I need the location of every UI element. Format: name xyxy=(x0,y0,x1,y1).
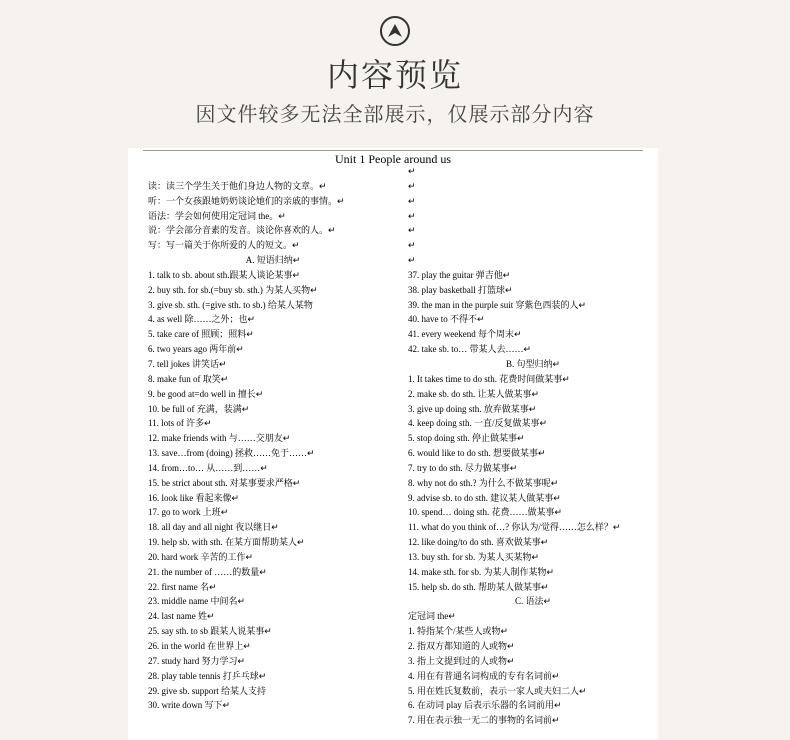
document-line: 4. 用在有普通名词构成的专有名词前↵ xyxy=(408,670,560,681)
document-line: 3. 指上文提到过的人或物↵ xyxy=(408,655,515,666)
left-column xyxy=(148,164,398,713)
document-line: 23. middle name 中间名↵ xyxy=(148,596,246,607)
document-line: 15. be strict about sth. 对某事要求严格↵ xyxy=(148,477,301,488)
page-subtitle: 因文件较多无法全部展示，仅展示部分内容 xyxy=(195,102,595,126)
document-line: 20. hard work 辛苦的工作↵ xyxy=(148,551,254,562)
document-line: 5. 用在姓氏复数前，表示一家人或夫妇二人↵ xyxy=(408,685,587,696)
document-line: 1. talk to sb. about sth.跟某人谈论某事↵ xyxy=(148,269,301,280)
document-line: 11. lots of 许多↵ xyxy=(148,418,212,429)
document-line: B. 句型归纳↵ xyxy=(505,358,561,369)
document-line: 7. tell jokes 讲笑话↵ xyxy=(148,358,227,369)
document-line: 4. as well 除……之外；也↵ xyxy=(148,314,256,325)
preview-header xyxy=(0,0,790,145)
document-line: ↵ xyxy=(408,195,416,206)
document-line: 12. make friends with 与……交朋友↵ xyxy=(148,433,291,444)
document-line: 28. play table tennis 打乒乓球↵ xyxy=(148,670,267,681)
document-line: ↵ xyxy=(408,225,416,236)
document-line: 12. like doing/to do sth. 喜欢做某事↵ xyxy=(408,537,549,548)
document-line: 22. first name 名↵ xyxy=(148,581,217,592)
document-line: 听：一个女孩跟她奶奶谈论她们的亲戚的事情。↵ xyxy=(148,195,345,206)
document-title: Unit 1 People around us xyxy=(335,152,451,166)
document-line: 读：读三个学生关于他们身边人物的文章。↵ xyxy=(148,180,327,191)
document-line: 1. 特指某个/某些人或物↵ xyxy=(408,626,509,637)
document-line: 16. look like 看起来像↵ xyxy=(148,492,240,503)
document-line: 14. make sth. for sb. 为某人制作某物↵ xyxy=(408,566,555,577)
document-line: 说：学会部分音素的发音。谈论你喜欢的人。↵ xyxy=(148,225,336,236)
right-column xyxy=(408,164,658,728)
document-line: 写：写一篇关于你所爱的人的短文。↵ xyxy=(148,240,300,251)
document-line: 8. why not do sth.? 为什么不做某事呢↵ xyxy=(408,477,559,488)
document-line: 9. be good at=do well in 擅长↵ xyxy=(148,388,264,399)
document-line: 27. study hard 努力学习↵ xyxy=(148,655,246,666)
document-line: ↵ xyxy=(408,166,416,176)
document-line: 5. stop doing sth. 停止做某事↵ xyxy=(408,433,525,444)
document-line: 11. what do you think of…? 你认为/觉得……怎么样？↵ xyxy=(408,522,621,533)
document-line: 7. try to do sth. 尽力做某事↵ xyxy=(408,462,518,473)
document-line xyxy=(148,164,398,179)
page-title: 内容预览 xyxy=(326,56,463,94)
document-line: ↵ xyxy=(408,240,416,251)
page-top-rule xyxy=(143,150,643,151)
document-line: 42. take sb. to… 带某人去……↵ xyxy=(408,344,532,355)
document-line: 13. save…from (doing) 拯救……免于……↵ xyxy=(148,448,315,459)
document-line: ↵ xyxy=(408,255,416,266)
document-line: 14. from…to… 从……到……↵ xyxy=(148,462,268,473)
document-line: 2. buy sth. for sb.(=buy sb. sth.) 为某人买物↵ xyxy=(148,284,318,295)
document-line: 10. be full of 充满，装满↵ xyxy=(148,403,250,414)
document-line: 2. 指双方都知道的人或物↵ xyxy=(408,641,515,651)
document-line: 17. go to work 上班↵ xyxy=(148,507,229,518)
document-line: 41. every weekend 每个周末↵ xyxy=(408,329,522,340)
document-line: ↵ xyxy=(408,210,416,221)
document-line: 24. last name 姓↵ xyxy=(148,611,215,622)
document-line: 26. in the world 在世界上↵ xyxy=(148,641,251,651)
document-line: 1. It takes time to do sth. 花费时间做某事↵ xyxy=(408,373,570,384)
document-line: 40. have to 不得不↵ xyxy=(408,314,485,325)
document-line: 21. the number of ……的数量↵ xyxy=(148,566,267,577)
document-line: 6. would like to do sth. 想要做某事↵ xyxy=(408,448,546,459)
document-line: 3. give up doing sth. 放弃做某事↵ xyxy=(408,403,537,414)
document-line: 25. say sth. to sb 跟某人说某事↵ xyxy=(148,626,272,637)
document-line: 6. 在动词 play 后表示乐器的名词前用↵ xyxy=(408,700,562,711)
document-line: 2. make sb. do sth. 让某人做某事↵ xyxy=(408,388,540,399)
document-preview xyxy=(128,148,658,740)
document-line: 3. give sb. sth. (=give sth. to sb.) 给某人某物 xyxy=(148,299,313,310)
document-line: 18. all day and all night 夜以继日↵ xyxy=(148,522,279,533)
document-line: A. 短语归纳↵ xyxy=(245,255,301,266)
document-line: 13. buy sth. for sb. 为某人买某物↵ xyxy=(408,551,540,562)
document-line: 38. play basketball 打篮球↵ xyxy=(408,284,513,295)
document-line: 4. keep doing sth. 一直/反复做某事↵ xyxy=(408,418,548,429)
document-line: 10. spend… doing sth. 花费……做某事↵ xyxy=(408,507,563,518)
document-line: 39. the man in the purple suit 穿紫色西装的人↵ xyxy=(408,299,587,310)
document-line: 30. write down 写下↵ xyxy=(148,700,231,711)
document-line: 8. make fun of 取笑↵ xyxy=(148,373,229,384)
document-line: 19. help sb. with sth. 在某方面帮助某人↵ xyxy=(148,537,305,548)
document-line: 29. give sb. support 给某人支持 xyxy=(148,685,266,696)
document-line: 6. two years ago 两年前↵ xyxy=(148,344,244,355)
document-line: C. 语法↵ xyxy=(514,596,552,607)
document-line: 语法：学会如何使用定冠词 the。↵ xyxy=(148,210,286,221)
document-line: 15. help sb. do sth. 帮助某人做某事↵ xyxy=(408,581,549,592)
document-line: 7. 用在表示独一无二的事物的名词前↵ xyxy=(408,715,560,726)
document-line: 5. take care of 照顾；照料↵ xyxy=(148,329,254,340)
document-line: ↵ xyxy=(408,180,416,191)
logo-icon xyxy=(380,16,410,46)
document-line: 37. play the guitar 弹吉他↵ xyxy=(408,269,511,280)
document-line: 9. advise sb. to do sth. 建议某人做某事↵ xyxy=(408,492,561,503)
document-line: 定冠词 the↵ xyxy=(408,611,456,622)
